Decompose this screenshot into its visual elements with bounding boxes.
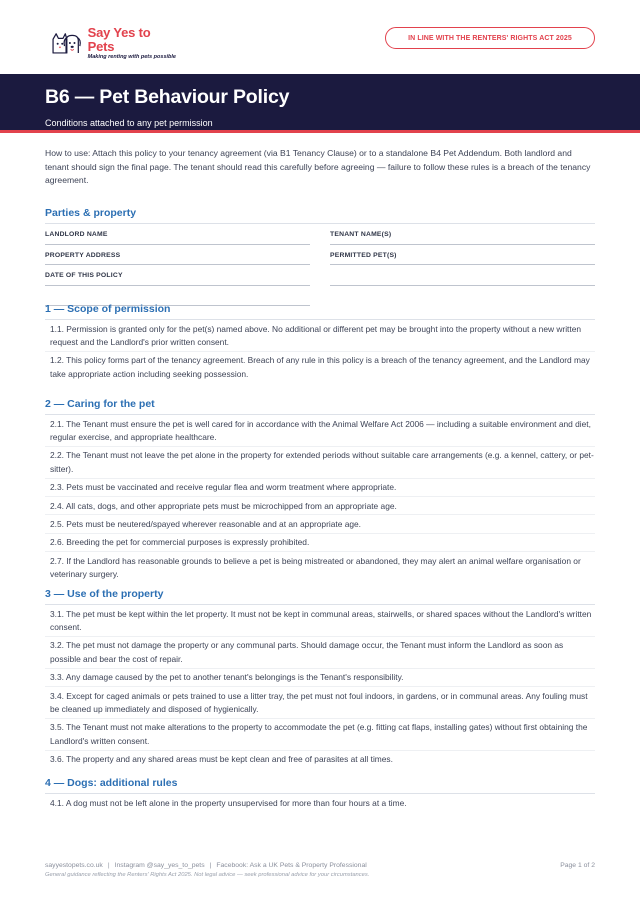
page-title: B6 — Pet Behaviour Policy (45, 86, 290, 108)
clause: 2.5. Pets must be neutered/spayed wherever reasonable and at an appropriate age. (45, 515, 595, 533)
clause: 3.4. Except for caged animals or pets trained to use a litter tray, the pet must not foul indoors, in gardens, or in communal areas. Any fouling must be cleaned up immediately and disposed of hygienically. (45, 687, 595, 719)
page-subtitle: Conditions attached to any pet permission (45, 118, 213, 128)
field-row (45, 245, 595, 266)
section-title: 2 — Caring for the pet (45, 398, 595, 415)
logo-text (88, 26, 176, 61)
field-row (45, 224, 595, 245)
separator: | (209, 862, 212, 869)
section-title: 4 — Dogs: additional rules (45, 777, 595, 794)
section-title: 1 — Scope of permission (45, 303, 595, 320)
act-compliance-badge: IN LINE WITH THE RENTERS' RIGHTS ACT 2025 (385, 27, 595, 49)
section-dogs (45, 777, 595, 811)
clause: 1.1. Permission is granted only for the pet(s) named above. No additional or different pet may be brought into the property without a new written request and the Landlord's prior written consent. (45, 320, 595, 352)
permitted-pets-field[interactable]: PERMITTED PET(S) (330, 245, 595, 266)
top-bar (0, 0, 640, 74)
property-address-field[interactable]: PROPERTY ADDRESS (45, 245, 310, 266)
clause: 3.5. The Tenant must not make alterations to the property to accommodate the pet (e.g. fitting cat flaps, installing gates) without first obtaining the Landlord's written consent. (45, 719, 595, 751)
separator: | (107, 862, 110, 869)
parties-section (45, 207, 595, 306)
landlord-name-field[interactable]: LANDLORD NAME (45, 224, 310, 245)
document-body (45, 147, 595, 808)
page-footer (45, 862, 595, 878)
title-banner (0, 74, 640, 133)
how-to-use-intro: How to use: Attach this policy to your tenancy agreement (via B1 Tenancy Clause) or to a standalone B4 Pet Addendum. Both landlord and tenant should sign the final page. The tenant should read this carefully before agreeing — failure to follow these rules is a breach of the tenancy agreement. (45, 148, 591, 185)
date-of-policy-field[interactable]: DATE OF THIS POLICY (45, 265, 310, 286)
cat-and-dog-logo-icon (50, 26, 84, 60)
clause: 3.3. Any damage caused by the pet to another tenant's belongings is the Tenant's responsibility. (45, 669, 595, 687)
footer-links (45, 862, 367, 869)
clause: 2.2. The Tenant must not leave the pet alone in the property for extended periods without suitable care arrangements (e.g. a kennel, cattery, or pet-sitter). (45, 447, 595, 479)
footer-line (45, 862, 595, 869)
section-scope (45, 303, 595, 383)
parties-title: Parties & property (45, 207, 595, 224)
clause: 1.2. This policy forms part of the tenancy agreement. Breach of any rule in this policy is a breach of the tenancy agreement, and the Landlord may take appropriate action including seeking possession. (50, 355, 590, 379)
section-caring (45, 398, 595, 583)
section-title: 3 — Use of the property (45, 588, 595, 605)
clause: 3.2. The pet must not damage the property or any communal parts. Should damage occur, the Tenant must inform the Landlord as soon as possible and bear the cost of repair. (45, 637, 595, 669)
clause: 3.1. The pet must be kept within the let property. It must not be kept in communal areas, stairwells, or shared spaces without the Landlord's written consent. (45, 605, 595, 637)
page-number: Page 1 of 2 (560, 862, 595, 869)
field-row (45, 265, 595, 286)
clause: 2.6. Breeding the pet for commercial purposes is expressly prohibited. (45, 534, 595, 552)
blank-field[interactable] (330, 265, 595, 286)
clause: 2.4. All cats, dogs, and other appropriate pets must be microchipped from an appropriate age. (45, 497, 595, 515)
facebook-link[interactable]: Facebook: Ask a UK Pets & Property Professional (216, 862, 367, 869)
clause: 2.7. If the Landlord has reasonable grounds to believe a pet is being mistreated or abandoned, they may alert an animal welfare organisation or veterinary surgery. (50, 555, 581, 580)
brand-logo[interactable] (50, 25, 176, 61)
clause: 3.6. The property and any shared areas must be kept clean and free of parasites at all times. (50, 754, 393, 765)
website-link[interactable]: sayyestopets.co.uk (45, 862, 103, 869)
footer-disclaimer: General guidance reflecting the Renters' Rights Act 2025. Not legal advice — seek professional advice for your circumstances. (45, 872, 370, 878)
clause: 2.3. Pets must be vaccinated and receive regular flea and worm treatment where appropriate. (45, 479, 595, 497)
brand-name: Say Yes to Pets (87, 24, 151, 54)
tenant-names-field[interactable]: TENANT NAME(S) (330, 224, 595, 245)
instagram-link[interactable]: Instagram @say_yes_to_pets (114, 862, 205, 869)
brand-tagline: Making renting with pets possible (87, 53, 176, 60)
section-use-of-property (45, 588, 595, 768)
clause: 2.1. The Tenant must ensure the pet is well cared for in accordance with the Animal Welfare Act 2006 — including a suitable environment and diet, regular exercise, and appropriate healthcare. (45, 415, 595, 447)
clause: 4.1. A dog must not be left alone in the property unsupervised for more than four hours at a time. (50, 797, 407, 808)
